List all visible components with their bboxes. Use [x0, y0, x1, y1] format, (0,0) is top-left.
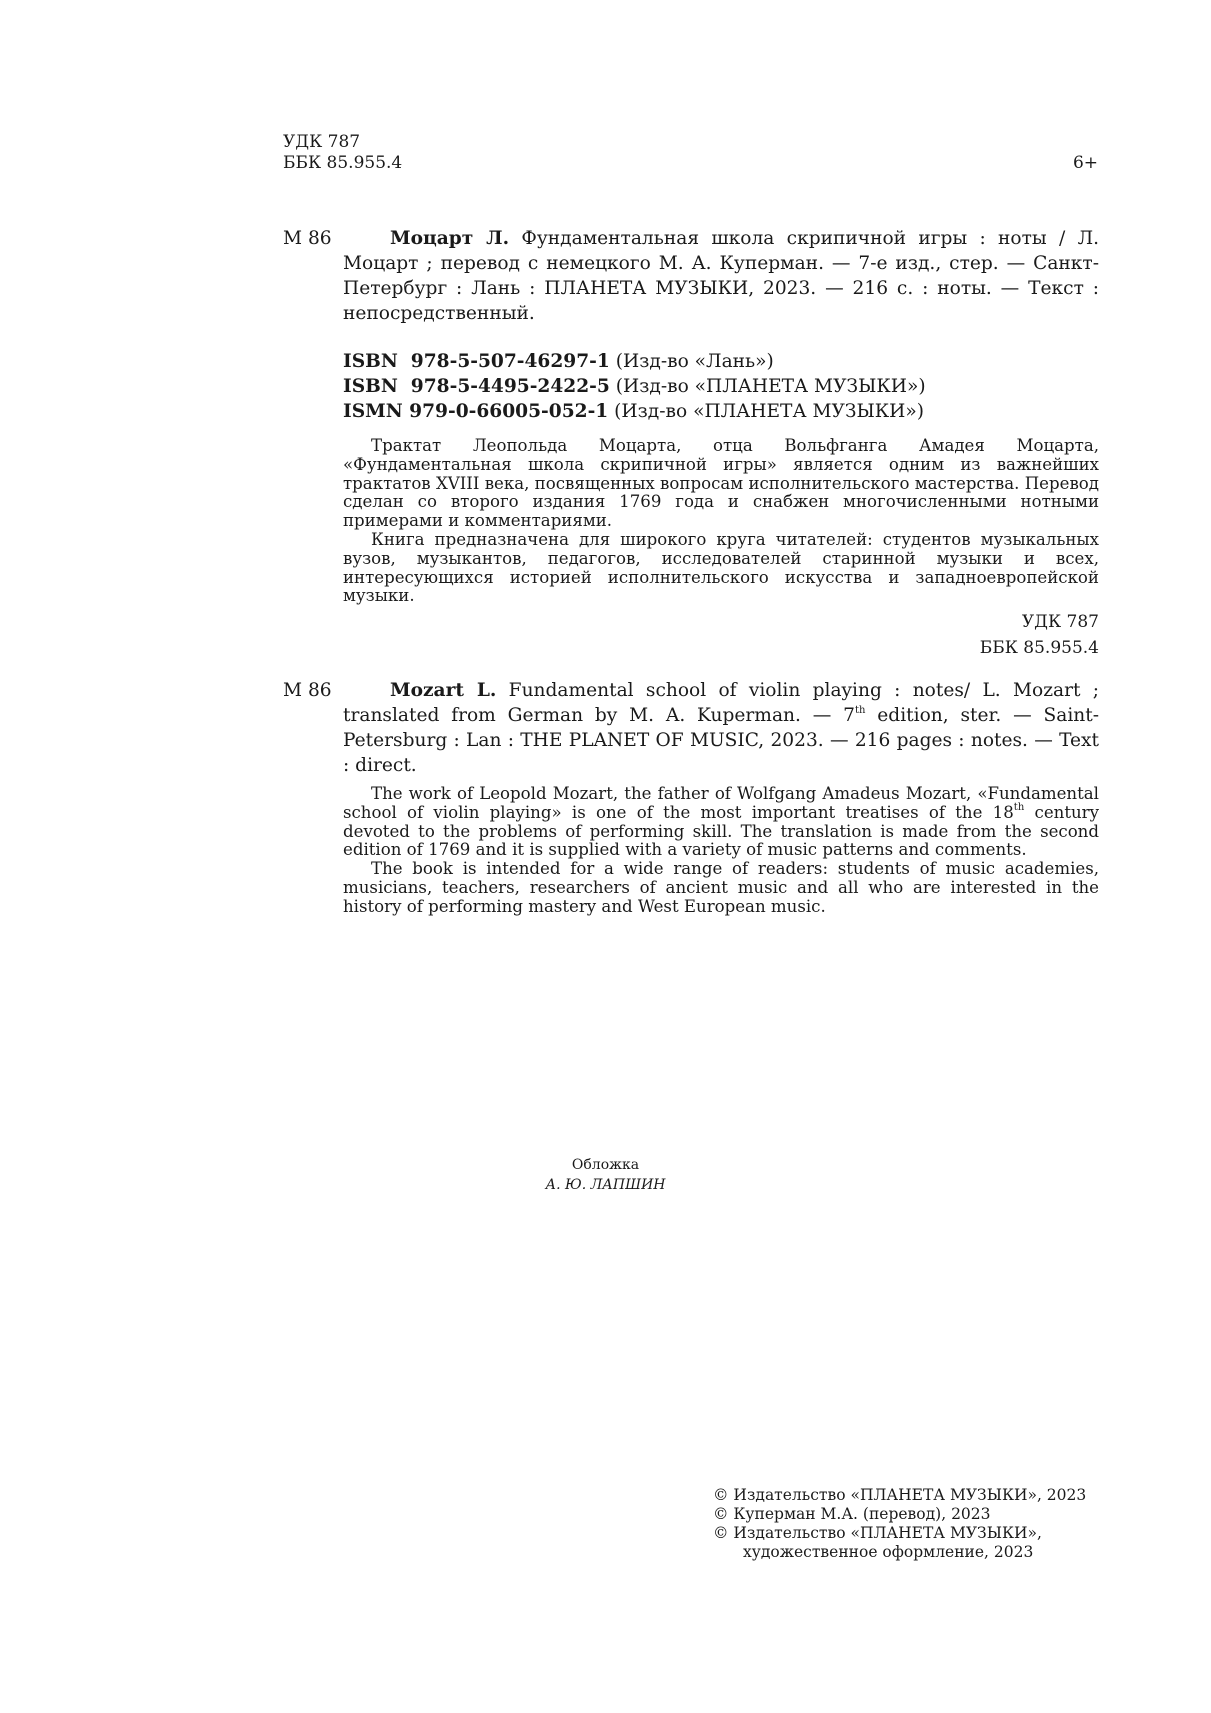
copyright-line: © Издательство «ПЛАНЕТА МУЗЫКИ», 2023 — [713, 1486, 1087, 1504]
ismn-publisher: (Изд-во «ПЛАНЕТА МУЗЫКИ») — [614, 401, 925, 422]
ismn-line — [343, 399, 1103, 424]
annotation-text: The work of Leopold Mozart, the father of Wolfgang Amadeus Mozart, «Fundamental school of violin playing» is one of the most important treatises of the 18 — [343, 784, 1099, 822]
annotation-text-cont: century devoted to the problems of performing skill. The translation is made from the second edition of 1769 and it is supplied with a variety of music patterns and comments. — [343, 802, 1099, 860]
cover-credit — [0, 1155, 1211, 1195]
author-name: Моцарт Л. — [390, 228, 510, 249]
copyright-block — [713, 1486, 1086, 1562]
ru-annotation — [343, 437, 1099, 606]
age-rating: 6+ — [1072, 153, 1098, 173]
en-bibliographic-entry — [283, 678, 1099, 778]
classification-block-right — [980, 609, 1099, 661]
en-entry-description: Fundamental school of violin playing : notes/ L. Mozart ; translated from German by M. A. Kuperman. — 7 — [343, 680, 1100, 726]
ru-entry-description: Фундаментальная школа скрипичной игры : ноты / Л. Моцарт ; перевод с немецкого М. А. Куперман. — 7-е изд., стер. — Санкт-Петербург : Лань : ПЛАНЕТА МУЗЫКИ, 2023. — 216 с. : ноты. — Текст : непосредственный. — [343, 228, 1100, 324]
author-name: Mozart L. — [390, 680, 497, 701]
ordinal-suffix: th — [855, 705, 866, 716]
cover-label: Обложка — [571, 1157, 640, 1173]
author-sign: М 86 — [283, 228, 332, 249]
bbk-code: ББК 85.955.4 — [283, 153, 403, 173]
isbn-number: ISBN 978-5-4495-2422-5 — [343, 376, 610, 397]
ordinal-suffix: th — [1013, 801, 1025, 813]
annotation-paragraph: Книга предназначена для широкого круга читателей: студентов музыкальных вузов, музыкантов, педагогов, исследователей старинной музыки и всех, интересующихся историей исполнительского искусства и западноевропейской музыки. — [343, 529, 1099, 606]
cover-artist: А. Ю. ЛАПШИН — [545, 1177, 666, 1193]
en-entry-description-cont: edition, ster. — Saint-Petersburg : Lan : THE PLANET OF MUSIC, 2023. — 216 pages : notes. — Text : direct. — [343, 705, 1099, 776]
isbn-publisher: (Изд-во «Лань») — [615, 351, 774, 372]
isbn-line — [343, 374, 1103, 399]
udk-code: УДК 787 — [1021, 612, 1099, 632]
copyright-line: художественное оформление, 2023 — [743, 1543, 1034, 1561]
isbn-number: ISBN 978-5-507-46297-1 — [343, 351, 610, 372]
author-sign: M 86 — [283, 680, 332, 701]
ru-entry-text — [343, 226, 1099, 326]
bbk-code: ББК 85.955.4 — [979, 638, 1099, 658]
classification-block-top — [283, 132, 402, 174]
ru-bibliographic-entry — [283, 226, 1099, 326]
copyright-line: © Куперман М.А. (перевод), 2023 — [713, 1505, 991, 1523]
annotation-paragraph: Трактат Леопольда Моцарта, отца Вольфганга Амадея Моцарта, «Фундаментальная школа скрипичной игры» является одним из важнейших трактатов XVIII века, посвященных вопросам исполнительского мастерства. Перевод сделан со второго издания 1769 года и снабжен многочисленными нотными примерами и комментариями. — [343, 436, 1099, 531]
isbn-list — [343, 349, 1103, 424]
en-annotation — [343, 785, 1099, 917]
udk-code: УДК 787 — [283, 132, 361, 152]
isbn-publisher: (Изд-во «ПЛАНЕТА МУЗЫКИ») — [615, 376, 926, 397]
isbn-line — [343, 349, 1103, 374]
copyright-line: © Издательство «ПЛАНЕТА МУЗЫКИ», — [713, 1524, 1042, 1542]
ismn-number: ISMN 979-0-66005-052-1 — [343, 401, 609, 422]
en-entry-text — [343, 678, 1099, 778]
annotation-paragraph: The book is intended for a wide range of readers: students of music academies, musicians, teachers, researchers of ancient music and all who are interested in the history of performing mastery and West European music. — [343, 859, 1099, 916]
annotation-paragraph — [343, 785, 1099, 860]
